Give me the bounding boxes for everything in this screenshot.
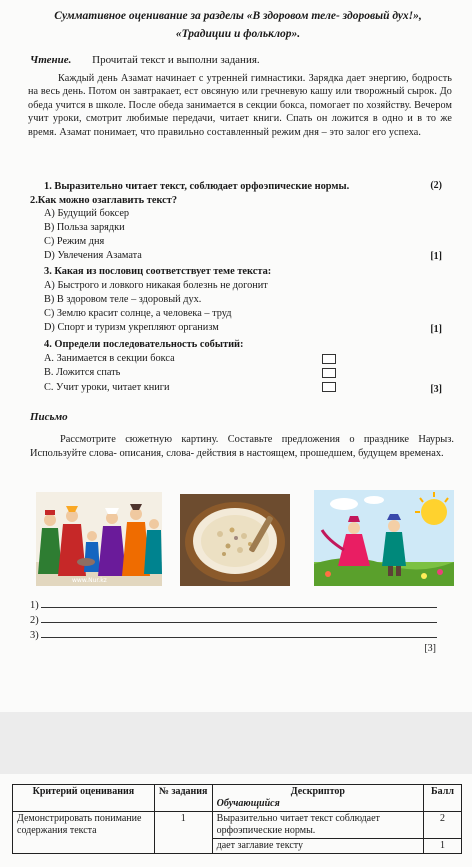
task-4-question: 4. Определи последовательность событий: [44, 339, 244, 350]
task-2-option-a: А) Будущий боксер [44, 208, 130, 219]
task-4-option-a: А. Занимается в секции бокса [44, 353, 175, 364]
task-1-mark: (2) [430, 180, 442, 191]
header-descriptor [212, 785, 423, 812]
nauryz-kozhe-bowl-image [180, 494, 290, 586]
nauryz-children-cartoon-image [314, 490, 454, 586]
answer-number-1: 1) [30, 600, 39, 611]
task-3-option-a: А) Быстрого и ловкого никакая болезнь не догонит [44, 280, 268, 291]
task-4-mark: [3] [430, 384, 442, 395]
header-criterion: Критерий оценивания [13, 785, 155, 812]
descriptor-cell: Выразительно читает текст соблюдает орфоэпические нормы. [212, 812, 423, 839]
task-4-option-c: С. Учит уроки, читает книги [44, 382, 170, 393]
order-box-c[interactable] [322, 382, 336, 392]
criterion-cell: Демонстрировать понимание содержания текста [13, 812, 155, 854]
writing-heading: Письмо [30, 411, 68, 423]
header-descriptor-sub: Обучающийся [216, 798, 280, 809]
header-task-number: № задания [154, 785, 212, 812]
task-1-text: 1. Выразительно читает текст, соблюдает орфоэпические нормы. [44, 181, 350, 192]
task-2-option-d: D) Увлечения Азамата [44, 250, 142, 261]
task-2-mark: [1] [430, 251, 442, 262]
task-3-mark: [1] [430, 324, 442, 335]
criteria-table [12, 784, 462, 854]
task-4-option-b: В. Ложится спать [44, 367, 121, 378]
task-3-option-d: D) Спорт и туризм укрепляют организм [44, 322, 219, 333]
task-2-option-c: С) Режим дня [44, 236, 105, 247]
reading-label: Чтение. [30, 54, 72, 66]
answer-line-1[interactable] [30, 599, 437, 611]
page-subtitle: «Традиции и фольклор». [175, 28, 301, 40]
descriptor-cell: дает заглавие тексту [212, 839, 423, 854]
page-title: Суммативное оценивание за разделы «В здоровом теле- здоровый дух!», [54, 10, 422, 22]
task-3-question: 3. Какая из пословиц соответствует теме текста: [44, 266, 272, 277]
task-2-option-b: В) Польза зарядки [44, 222, 125, 233]
task-2-question: 2.Как можно озаглавить текст? [30, 195, 178, 206]
page-separator [0, 712, 472, 774]
image-watermark: www.Nur.kz [72, 577, 107, 584]
answer-number-2: 2) [30, 615, 39, 626]
answer-number-3: 3) [30, 630, 39, 641]
score-cell: 2 [424, 812, 462, 839]
task-3-option-b: В) В здоровом теле – здоровый дух. [44, 294, 202, 305]
answer-line-3[interactable] [30, 629, 437, 641]
task-3-option-c: С) Землю красит солнце, а человека – труд [44, 308, 232, 319]
answer-line-2[interactable] [30, 614, 437, 626]
order-box-a[interactable] [322, 354, 336, 364]
reading-passage: Каждый день Азамат начинает с утренней гимнастики. Зарядка дает энергию, бодрость на весь день. Потом он завтракает, ест овсяную или гречневую кашу или творожный сырок. До обеда учится в школе. После обеда занимается в секции бокса, помогает по хозяйству. Вечером учит уроки, смотрит любимые передачи, читает книги. Спать он ложится в одно и в то же время. Азамат понимает, что правильно составленный режим дня – это залог его успеха. [28, 73, 452, 138]
score-cell: 1 [424, 839, 462, 854]
order-box-b[interactable] [322, 368, 336, 378]
table-row [13, 812, 462, 839]
reading-heading [30, 54, 260, 66]
nauryz-people-image [36, 492, 162, 586]
writing-mark: [3] [424, 643, 436, 654]
header-score: Балл [424, 785, 462, 812]
task-number-cell: 1 [154, 812, 212, 854]
reading-instruction: Прочитай текст и выполни задания. [92, 54, 260, 66]
header-descriptor-label: Дескриптор [290, 786, 345, 797]
criteria-header-row [13, 785, 462, 812]
writing-instruction: Рассмотрите сюжетную картину. Составьте предложения о празднике Наурыз. Используйте слова- описания, слова- действия в настоящем, прошедшем, будущем временах. [30, 434, 454, 459]
